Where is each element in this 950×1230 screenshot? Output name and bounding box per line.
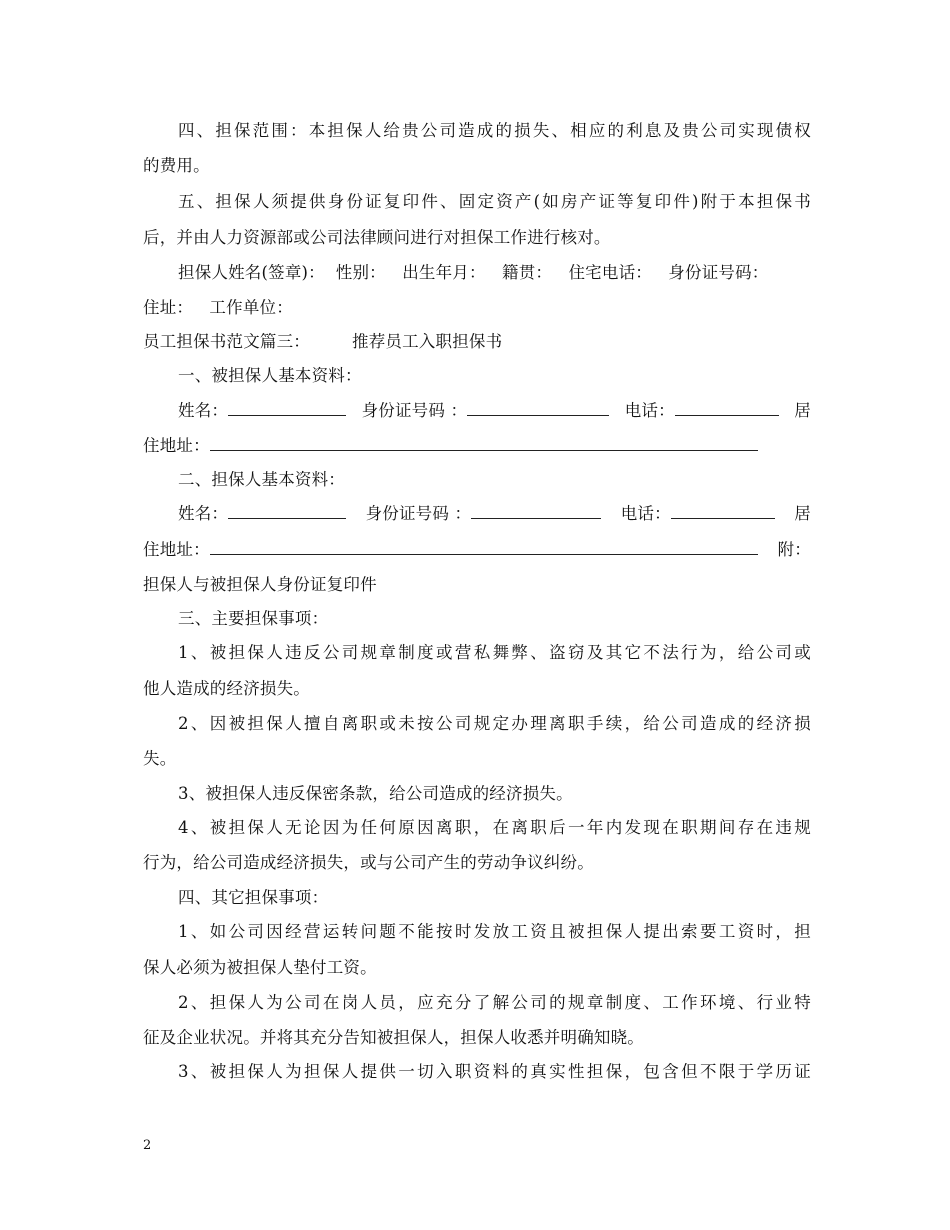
main-item-2-line-1: 2、因被担保人擅自离职或未按公司规定办理离职手续，给公司造成的经济损 bbox=[178, 714, 811, 733]
main-item-4-line-2: 行为，给公司造成经济损失，或与公司产生的劳动争议纠纷。 bbox=[143, 853, 594, 872]
address-label: 住地址： bbox=[143, 540, 210, 559]
guaranteed-person-address-row bbox=[143, 436, 811, 456]
address-blank[interactable] bbox=[210, 540, 758, 555]
article-subtitle: 推荐员工入职担保书 bbox=[352, 332, 503, 351]
phone-blank[interactable] bbox=[671, 504, 775, 519]
name-label: 姓名： bbox=[178, 401, 229, 420]
page-number: 2 bbox=[143, 1138, 152, 1153]
section-guarantor-title: 二、担保人基本资料： bbox=[178, 470, 345, 489]
name-label: 姓名： bbox=[178, 504, 229, 523]
id-number-label: 身份证号码 ： bbox=[365, 504, 472, 523]
main-item-1-line-2: 他人造成的经济损失。 bbox=[143, 679, 310, 698]
address-label-head: 居 bbox=[794, 401, 811, 420]
main-item-3: 3、被担保人违反保密条款，给公司造成的经济损失。 bbox=[178, 784, 573, 803]
phone-blank[interactable] bbox=[675, 401, 779, 416]
address-blank[interactable] bbox=[210, 436, 758, 451]
guarantor-address-row bbox=[143, 540, 811, 560]
name-blank[interactable] bbox=[228, 504, 346, 519]
id-number-label: 身份证号码 ： bbox=[361, 401, 468, 420]
phone-label: 电话： bbox=[624, 401, 675, 420]
address-label: 住地址： bbox=[143, 436, 210, 455]
guarantee-scope-line-1: 四、担保范围：本担保人给贵公司造成的损失、相应的利息及贵公司实现债权 bbox=[178, 121, 811, 140]
other-item-2-line-1: 2、担保人为公司在岗人员，应充分了解公司的规章制度、工作环境、行业特 bbox=[178, 993, 811, 1012]
address-label-head: 居 bbox=[794, 504, 811, 523]
other-item-1-line-1: 1、如公司因经营运转问题不能按时发放工资且被担保人提出索要工资时，担 bbox=[178, 922, 811, 941]
main-item-4-line-1: 4、被担保人无论因为任何原因离职，在离职后一年内发现在职期间存在违规 bbox=[178, 818, 811, 837]
section-main-items-title: 三、主要担保事项： bbox=[178, 609, 329, 628]
id-number-blank[interactable] bbox=[467, 401, 609, 416]
guarantor-signature-fields: 担保人姓名(签章)： 性别： 出生年月： 籍贯： 住宅电话： 身份证号码： bbox=[178, 263, 769, 282]
attachment-text: 担保人与被担保人身份证复印件 bbox=[143, 575, 377, 594]
main-item-2-line-2: 失。 bbox=[143, 749, 177, 768]
section-guaranteed-person-title: 一、被担保人基本资料： bbox=[178, 366, 362, 385]
article-heading bbox=[143, 332, 811, 352]
other-item-1-line-2: 保人必须为被担保人垫付工资。 bbox=[143, 958, 377, 977]
article-title: 员工担保书范文篇三： bbox=[143, 332, 310, 351]
guaranteed-person-form-row bbox=[178, 401, 811, 421]
documents-requirement-line-1: 五、担保人须提供身份证复印件、固定资产(如房产证等复印件)附于本担保书 bbox=[178, 192, 811, 211]
attachment-label: 附： bbox=[777, 540, 811, 559]
documents-requirement-line-2: 后，并由人力资源部或公司法律顾问进行对担保工作进行核对。 bbox=[143, 228, 611, 247]
guarantee-scope-line-2: 的费用。 bbox=[143, 156, 210, 175]
guarantor-form-row bbox=[178, 504, 811, 524]
other-item-3-line-1: 3、被担保人为担保人提供一切入职资料的真实性担保，包含但不限于学历证 bbox=[178, 1062, 811, 1081]
guarantor-address-fields: 住址： 工作单位： bbox=[143, 298, 293, 317]
id-number-blank[interactable] bbox=[471, 504, 601, 519]
other-item-2-line-2: 征及企业状况。并将其充分告知被担保人，担保人收悉并明确知晓。 bbox=[143, 1028, 644, 1047]
phone-label: 电话： bbox=[620, 504, 671, 523]
section-other-items-title: 四、其它担保事项： bbox=[178, 888, 329, 907]
main-item-1-line-1: 1、被担保人违反公司规章制度或营私舞弊、盗窃及其它不法行为，给公司或 bbox=[178, 643, 811, 662]
name-blank[interactable] bbox=[228, 401, 346, 416]
